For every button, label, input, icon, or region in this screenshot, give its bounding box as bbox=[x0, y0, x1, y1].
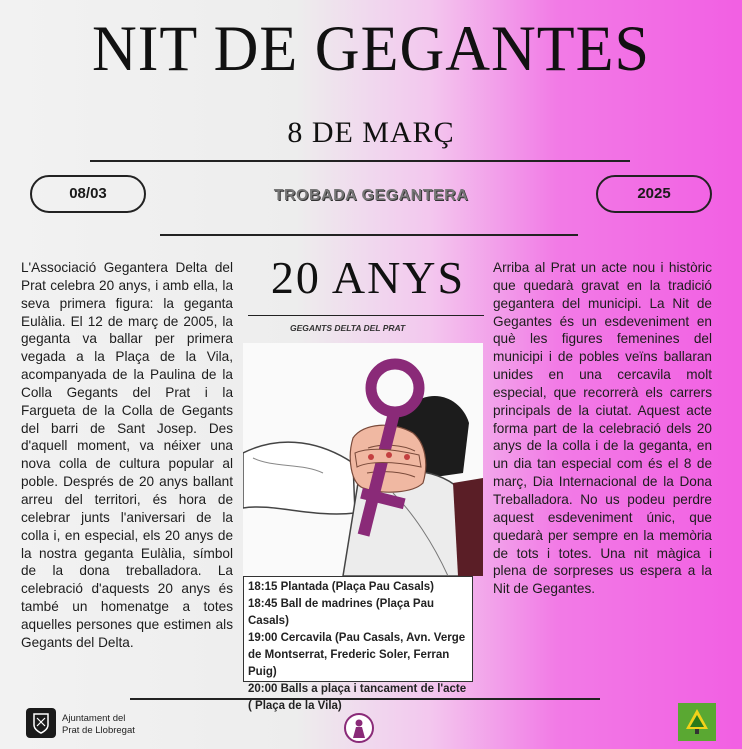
year-pill: 2025 bbox=[596, 175, 712, 213]
ajuntament-name bbox=[62, 713, 135, 737]
colla-emblem bbox=[343, 712, 375, 744]
green-logo bbox=[678, 703, 716, 741]
ajuntament-logo bbox=[26, 708, 56, 738]
event-date-subtitle: 8 DE MARÇ bbox=[287, 116, 455, 149]
left-article: L'Associació Gegantera Delta del Prat celebra 20 anys, i amb ella, la seva primera figura: la geganta Eulàlia. El 12 de març de 2005, la geganta va ballar per primera vegada a la Plaça de la Vila, acompanyada de la Paulina de la Colla Gegants del Prat i la Fargueta de la Colla de Gegants del barri de Sant Josep. Des d'aquell moment, va néixer una nova colla de cultura popular al poble. Després de 20 anys ballant arreu del territori, és hora de celebrar junts l'aniversari de la colla i, en especial, els 20 anys de la nostra geganta Eulàlia, símbol de la dona treballadora. La celebració d'aquests 20 anys és també un homenatge a totes aquelles persones que estimen als Gegants del Delta. bbox=[21, 260, 233, 650]
photo-caption: GEGANTS DELTA DEL PRAT bbox=[290, 323, 406, 333]
illustration-hand-female-symbol bbox=[243, 343, 483, 576]
event-title: NIT DE GEGANTES bbox=[91, 13, 650, 85]
divider-mid bbox=[160, 234, 578, 236]
schedule-item: 20:00 Balls a plaça i tancament de l'acte ( Plaça de la Vila) bbox=[248, 683, 467, 712]
schedule-item: 18:15 Plantada (Plaça Pau Casals) bbox=[248, 581, 435, 593]
section-subheading: TROBADA GEGANTERA bbox=[273, 187, 469, 204]
divider-bottom bbox=[130, 698, 600, 700]
ajuntament-name-line1: Ajuntament del bbox=[62, 713, 126, 724]
right-article: Arriba al Prat un acte nou i històric que quedarà gravat en la tradició gegantera del municipi. La Nit de Gegantes és un esdeveniment en què les figures femenines del municipi i de pobles veïns ballaran unides en una cercavila molt especial, que recorrerà els carrers principals de la ciutat. Aquest acte forma part de la celebració dels 20 anys de la colla i de la geganta, en un dia tan especial com és el 8 de març, Dia Internacional de la Dona Treballadora. No us podeu perdre aquest esdeveniment únic, que quedarà per sempre en la memòria de tots i totes. Una nit màgica i plena de sorpreses us espera a la Nit de Gegantes. bbox=[493, 260, 712, 597]
schedule-item: 18:45 Ball de madrines (Plaça Pau Casals) bbox=[248, 598, 435, 627]
ajuntament-name-line2: Prat de Llobregat bbox=[62, 725, 135, 736]
illustration-svg bbox=[243, 343, 483, 576]
shield-icon bbox=[26, 708, 56, 738]
tree-icon bbox=[678, 703, 716, 741]
schedule-box bbox=[243, 576, 473, 712]
divider-center bbox=[248, 315, 484, 316]
date-pill: 08/03 bbox=[30, 175, 146, 213]
giant-figure-icon bbox=[343, 712, 375, 744]
schedule-item: 19:00 Cercavila (Pau Casals, Avn. Verge de Montserrat, Frederic Soler, Ferran Puig) bbox=[248, 632, 466, 678]
divider-top bbox=[90, 160, 630, 162]
anniversary-heading: 20 ANYS bbox=[270, 252, 466, 303]
